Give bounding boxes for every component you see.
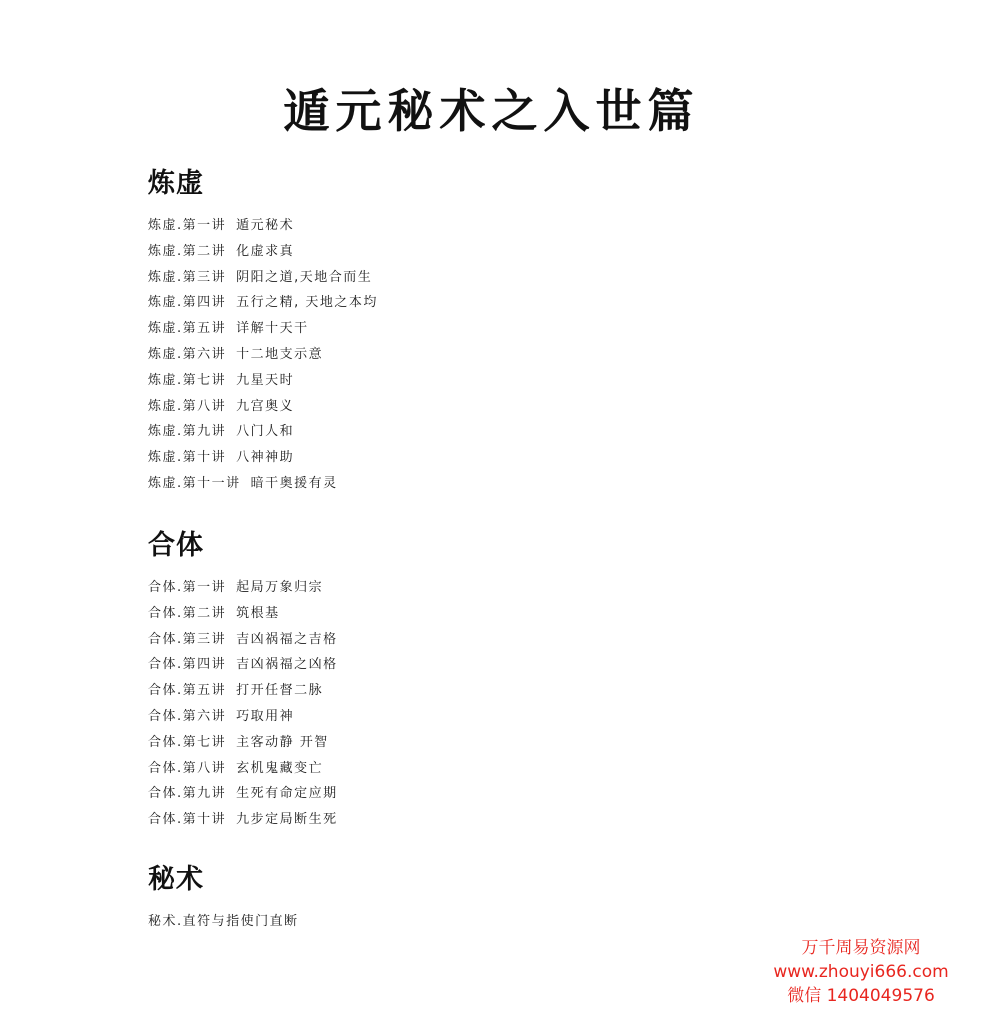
lecture-title: 筑根基: [236, 605, 280, 621]
lecture-title: 八神神助: [236, 450, 295, 466]
lecture-item: [148, 368, 378, 394]
lecture-code: 炼虚.第十讲: [148, 450, 227, 466]
lecture-code: 炼虚.第九讲: [148, 424, 227, 440]
lecture-code: 炼虚.第十一讲: [148, 475, 241, 491]
lecture-list: [148, 575, 338, 833]
lecture-item: [148, 265, 378, 291]
lecture-item: [148, 652, 338, 678]
lecture-item: [148, 316, 378, 342]
watermark-url: www.zhouyi666.com: [773, 962, 949, 982]
lecture-title: 主客动静 开智: [236, 734, 329, 750]
lecture-title: 玄机鬼藏变亡: [236, 760, 324, 776]
lecture-title: 九宫奥义: [236, 398, 295, 414]
lecture-item: [148, 290, 378, 316]
lecture-title: 巧取用神: [236, 708, 295, 724]
lecture-item: [148, 575, 338, 601]
lecture-title: 九星天时: [236, 372, 295, 388]
lecture-title: 起局万象归宗: [236, 580, 324, 595]
lecture-item: [148, 471, 378, 497]
lecture-title: 十二地支示意: [236, 346, 324, 362]
page-title: 遁元秘术之入世篇: [283, 84, 700, 138]
lecture-title: 遁元秘术: [236, 218, 295, 233]
lecture-code: 合体.第四讲: [148, 657, 227, 673]
lecture-code: 合体.第一讲: [148, 580, 227, 595]
section-heading: 炼虚: [148, 168, 204, 199]
lecture-item: [148, 730, 338, 756]
watermark-site-name: 万千周易资源网: [801, 938, 921, 958]
watermark-wechat: 微信 1404049576: [787, 986, 935, 1006]
lecture-code: 合体.第七讲: [148, 734, 227, 750]
lecture-code: 合体.第八讲: [148, 760, 227, 776]
lecture-item: [148, 394, 378, 420]
section-heading: 合体: [148, 530, 204, 561]
lecture-code: 合体.第二讲: [148, 605, 227, 621]
lecture-item: [148, 342, 378, 368]
lecture-code: 炼虚.第六讲: [148, 346, 227, 362]
lecture-item: [148, 781, 338, 807]
section-lianxu: [148, 170, 378, 497]
lecture-code: 合体.第三讲: [148, 631, 227, 647]
lecture-item: [148, 213, 378, 239]
section-heading: 秘术: [148, 864, 204, 895]
lecture-code: 炼虚.第八讲: [148, 398, 227, 414]
lecture-code: 合体.第十讲: [148, 812, 227, 828]
lecture-code: 合体.第五讲: [148, 683, 227, 699]
lecture-title: 九步定局断生死: [236, 812, 338, 828]
lecture-item: [148, 601, 338, 627]
watermark: [751, 936, 971, 1008]
lecture-title: 吉凶祸福之吉格: [236, 631, 338, 647]
lecture-list: [148, 213, 378, 497]
lecture-code: 合体.第九讲: [148, 786, 227, 802]
section-mishu: [148, 866, 299, 935]
lecture-code: 炼虚.第二讲: [148, 243, 227, 259]
lecture-item: [148, 445, 378, 471]
lecture-title: 打开任督二脉: [236, 683, 324, 699]
lecture-item: [148, 627, 338, 653]
lecture-code: 合体.第六讲: [148, 708, 227, 724]
lecture-code: 炼虚.第三讲: [148, 269, 227, 285]
lecture-code: 炼虚.第七讲: [148, 372, 227, 388]
lecture-code: 炼虚.第四讲: [148, 295, 227, 311]
lecture-list: [148, 909, 299, 935]
lecture-title: 五行之精, 天地之本均: [236, 295, 378, 311]
lecture-title: 吉凶祸福之凶格: [236, 657, 338, 673]
lecture-title: 详解十天干: [236, 321, 309, 337]
lecture-item: [148, 704, 338, 730]
lecture-item: [148, 909, 299, 935]
lecture-title: 生死有命定应期: [236, 786, 338, 802]
lecture-item: [148, 678, 338, 704]
section-heti: [148, 532, 338, 833]
lecture-title: 八门人和: [236, 424, 295, 440]
lecture-title: 暗干奥援有灵: [250, 475, 338, 491]
lecture-code: 炼虚.第五讲: [148, 321, 227, 337]
lecture-title: 化虚求真: [236, 243, 295, 259]
lecture-item: [148, 807, 338, 833]
lecture-title: 阴阳之道,天地合而生: [236, 269, 373, 285]
lecture-item: [148, 239, 378, 265]
lecture-code: 秘术.直符与指使门直断: [148, 914, 299, 929]
lecture-item: [148, 419, 378, 445]
lecture-item: [148, 756, 338, 782]
lecture-code: 炼虚.第一讲: [148, 218, 227, 233]
